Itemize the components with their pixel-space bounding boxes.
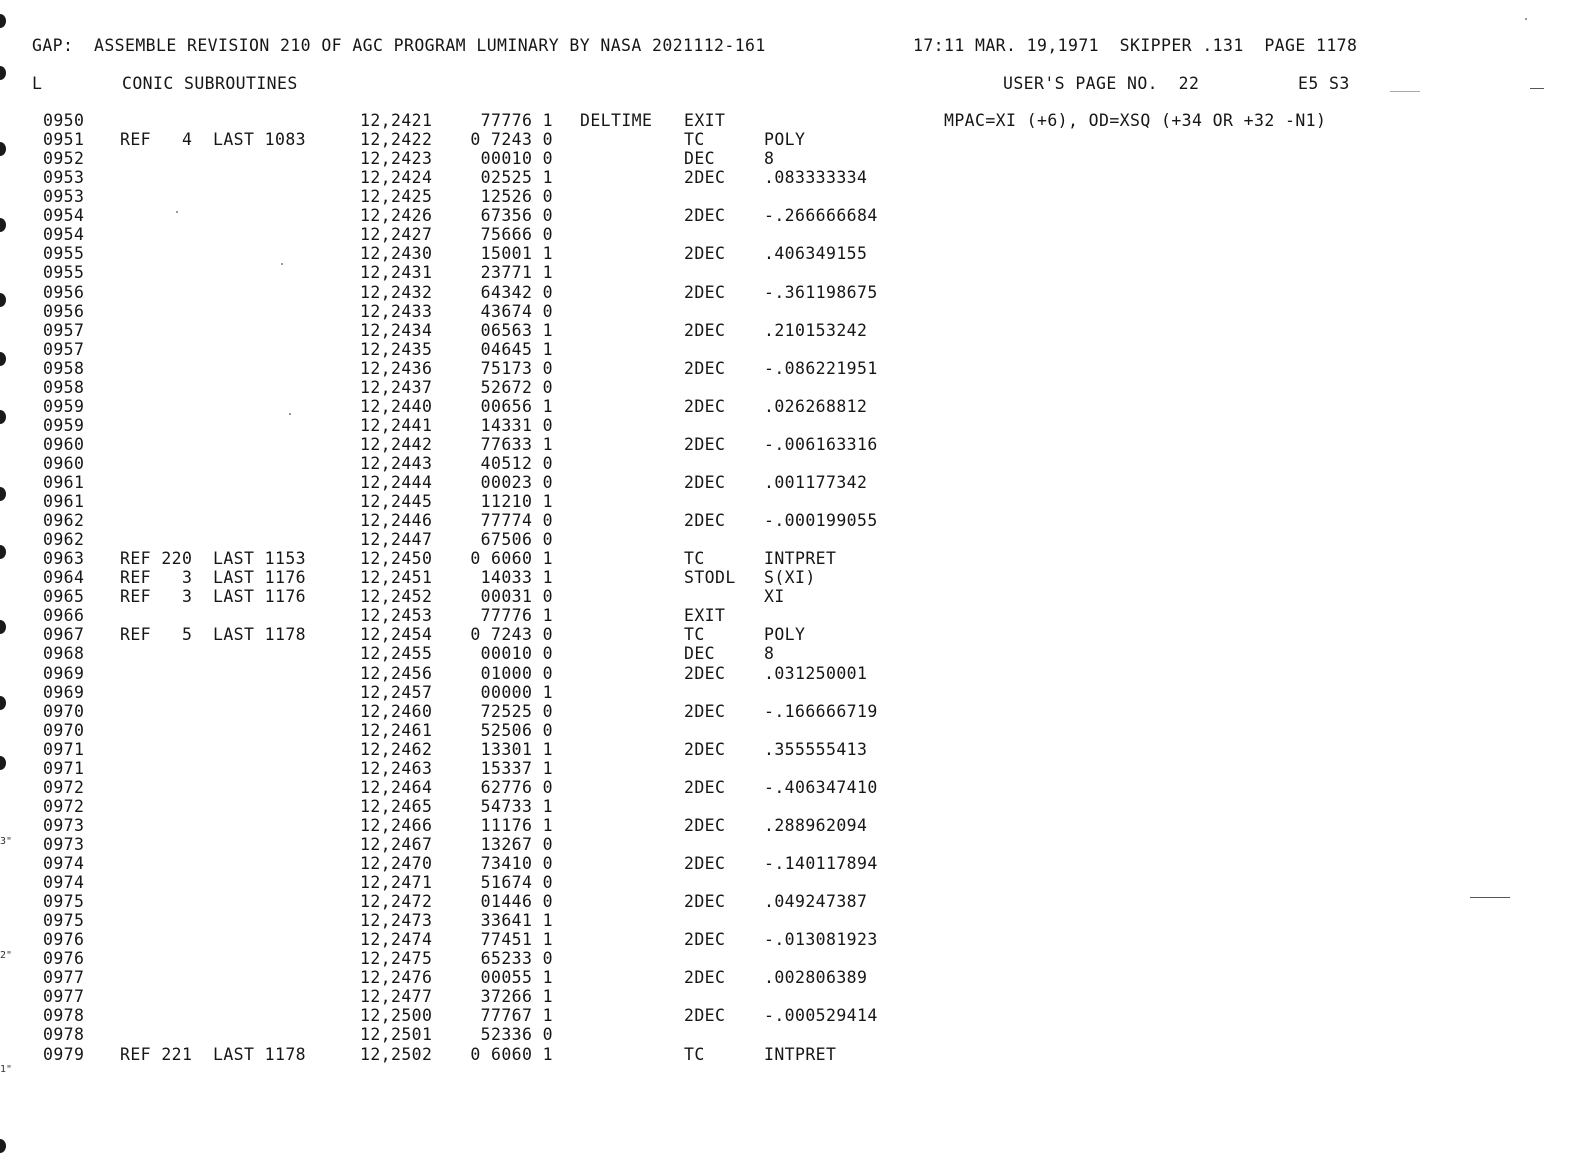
operand: -.406347410 bbox=[764, 777, 878, 797]
address: 12,2427 bbox=[360, 225, 433, 245]
line-number: 0960 bbox=[43, 434, 85, 454]
address: 12,2444 bbox=[360, 472, 433, 492]
scan-artifact bbox=[289, 413, 291, 415]
address: 12,2500 bbox=[360, 1006, 433, 1026]
line-number: 0974 bbox=[43, 873, 85, 892]
opcode: 2DEC bbox=[684, 854, 726, 873]
operand: -.140117894 bbox=[764, 854, 878, 873]
line-number: 0975 bbox=[43, 911, 85, 931]
octal-word: 00000 1 bbox=[480, 682, 553, 702]
octal-word: 15337 1 bbox=[480, 758, 553, 778]
octal-word: 11176 1 bbox=[480, 815, 553, 835]
octal-word: 43674 0 bbox=[480, 301, 553, 321]
address: 12,2451 bbox=[360, 568, 433, 588]
line-number: 0974 bbox=[43, 854, 85, 873]
binder-hole-icon bbox=[0, 545, 6, 559]
octal-word: 00656 1 bbox=[480, 396, 553, 416]
operand: -.013081923 bbox=[764, 930, 878, 950]
line-number: 0953 bbox=[43, 168, 85, 188]
octal-word: 64342 0 bbox=[480, 282, 553, 302]
address: 12,2455 bbox=[360, 644, 433, 664]
operand: .002806389 bbox=[764, 968, 868, 988]
line-number: 0957 bbox=[43, 339, 85, 359]
margin-mark: 1" bbox=[0, 1064, 13, 1075]
address: 12,2454 bbox=[360, 625, 433, 645]
opcode: DEC bbox=[684, 149, 716, 169]
opcode: 2DEC bbox=[684, 777, 726, 797]
line-number: 0966 bbox=[43, 606, 85, 626]
scan-artifact bbox=[1530, 88, 1544, 89]
line-number: 0965 bbox=[43, 587, 85, 607]
address: 12,2457 bbox=[360, 682, 433, 702]
line-number: 0958 bbox=[43, 377, 85, 397]
octal-word: 06563 1 bbox=[480, 320, 553, 340]
address: 12,2437 bbox=[360, 377, 433, 397]
address: 12,2472 bbox=[360, 892, 433, 912]
binder-hole-icon bbox=[0, 620, 6, 634]
binder-hole-icon bbox=[0, 756, 6, 770]
line-number: 0976 bbox=[43, 949, 85, 969]
operand: -.086221951 bbox=[764, 358, 878, 378]
binder-hole-icon bbox=[0, 66, 6, 80]
address: 12,2423 bbox=[360, 149, 433, 169]
address: 12,2456 bbox=[360, 663, 433, 683]
opcode: TC bbox=[684, 625, 705, 645]
address: 12,2467 bbox=[360, 834, 433, 854]
address: 12,2442 bbox=[360, 434, 433, 454]
operand: POLY bbox=[764, 130, 806, 150]
opcode: EXIT bbox=[684, 606, 726, 626]
binder-hole-icon bbox=[0, 1139, 6, 1153]
opcode: STODL bbox=[684, 568, 736, 588]
octal-word: 37266 1 bbox=[480, 987, 553, 1007]
address: 12,2462 bbox=[360, 739, 433, 759]
octal-word: 77776 1 bbox=[480, 111, 553, 130]
octal-word: 00023 0 bbox=[480, 472, 553, 492]
line-number: 0951 bbox=[43, 130, 85, 150]
ref-info: REF 4 LAST 1083 bbox=[120, 130, 307, 150]
listing-comment: MPAC=XI (+6), OD=XSQ (+34 OR +32 -N1) bbox=[944, 111, 1327, 130]
line-number: 0967 bbox=[43, 625, 85, 645]
operand: -.266666684 bbox=[764, 206, 878, 226]
line-number: 0973 bbox=[43, 815, 85, 835]
line-number: 0970 bbox=[43, 701, 85, 721]
octal-word: 15001 1 bbox=[480, 244, 553, 264]
margin-mark: 3" bbox=[0, 836, 13, 847]
address: 12,2433 bbox=[360, 301, 433, 321]
operand: .049247387 bbox=[764, 892, 868, 912]
octal-word: 11210 1 bbox=[480, 492, 553, 511]
operand: -.000199055 bbox=[764, 511, 878, 531]
line-number: 0971 bbox=[43, 739, 85, 759]
operand: .210153242 bbox=[764, 320, 868, 340]
octal-word: 02525 1 bbox=[480, 168, 553, 188]
line-number: 0979 bbox=[43, 1044, 85, 1064]
address: 12,2431 bbox=[360, 263, 433, 283]
opcode: 2DEC bbox=[684, 968, 726, 988]
octal-word: 67356 0 bbox=[480, 206, 553, 226]
line-number: 0956 bbox=[43, 282, 85, 302]
line-number: 0973 bbox=[43, 834, 85, 854]
line-number: 0958 bbox=[43, 358, 85, 378]
line-number: 0955 bbox=[43, 244, 85, 264]
line-number: 0972 bbox=[43, 796, 85, 816]
octal-word: 0 6060 1 bbox=[470, 1044, 553, 1064]
operand: -.000529414 bbox=[764, 1006, 878, 1026]
address: 12,2440 bbox=[360, 396, 433, 416]
octal-word: 14331 0 bbox=[480, 415, 553, 435]
address: 12,2473 bbox=[360, 911, 433, 931]
octal-word: 51674 0 bbox=[480, 873, 553, 892]
opcode: 2DEC bbox=[684, 701, 726, 721]
scan-artifact bbox=[281, 263, 283, 265]
operand: -.166666719 bbox=[764, 701, 878, 721]
line-number: 0962 bbox=[43, 530, 85, 550]
operand: -.006163316 bbox=[764, 434, 878, 454]
octal-word: 13301 1 bbox=[480, 739, 553, 759]
opcode: DEC bbox=[684, 644, 716, 664]
line-number: 0950 bbox=[43, 111, 85, 130]
header-timestamp: 17:11 MAR. 19,1971 SKIPPER .131 PAGE 1178 bbox=[913, 36, 1358, 55]
operand: INTPRET bbox=[764, 1044, 837, 1064]
line-number: 0954 bbox=[43, 225, 85, 245]
operand: .026268812 bbox=[764, 396, 868, 416]
ref-info: REF 221 LAST 1178 bbox=[120, 1044, 307, 1064]
opcode: 2DEC bbox=[684, 1006, 726, 1026]
binder-hole-icon bbox=[0, 14, 6, 28]
line-number: 0978 bbox=[43, 1006, 85, 1026]
address: 12,2501 bbox=[360, 1025, 433, 1045]
octal-word: 00055 1 bbox=[480, 968, 553, 988]
octal-word: 12526 0 bbox=[480, 187, 553, 207]
line-number: 0977 bbox=[43, 987, 85, 1007]
opcode: 2DEC bbox=[684, 472, 726, 492]
operand: .001177342 bbox=[764, 472, 868, 492]
line-number: 0954 bbox=[43, 206, 85, 226]
address: 12,2470 bbox=[360, 854, 433, 873]
ref-info: REF 5 LAST 1178 bbox=[120, 625, 307, 645]
opcode: 2DEC bbox=[684, 434, 726, 454]
octal-word: 54733 1 bbox=[480, 796, 553, 816]
address: 12,2474 bbox=[360, 930, 433, 950]
opcode: 2DEC bbox=[684, 739, 726, 759]
scan-artifact bbox=[1390, 91, 1420, 92]
address: 12,2426 bbox=[360, 206, 433, 226]
line-number: 0970 bbox=[43, 720, 85, 740]
address: 12,2450 bbox=[360, 549, 433, 569]
octal-word: 00031 0 bbox=[480, 587, 553, 607]
line-number: 0977 bbox=[43, 968, 85, 988]
octal-word: 0 7243 0 bbox=[470, 625, 553, 645]
octal-word: 14033 1 bbox=[480, 568, 553, 588]
octal-word: 23771 1 bbox=[480, 263, 553, 283]
operand: S(XI) bbox=[764, 568, 816, 588]
address: 12,2445 bbox=[360, 492, 433, 511]
binder-hole-icon bbox=[0, 218, 6, 232]
octal-word: 01446 0 bbox=[480, 892, 553, 912]
address: 12,2424 bbox=[360, 168, 433, 188]
line-number: 0955 bbox=[43, 263, 85, 283]
octal-word: 52506 0 bbox=[480, 720, 553, 740]
address: 12,2475 bbox=[360, 949, 433, 969]
line-number: 0975 bbox=[43, 892, 85, 912]
binder-hole-icon bbox=[0, 293, 6, 307]
operand: .288962094 bbox=[764, 815, 868, 835]
address: 12,2461 bbox=[360, 720, 433, 740]
opcode: 2DEC bbox=[684, 930, 726, 950]
octal-word: 04645 1 bbox=[480, 339, 553, 359]
line-number: 0976 bbox=[43, 930, 85, 950]
line-number: 0968 bbox=[43, 644, 85, 664]
operand: .083333334 bbox=[764, 168, 868, 188]
ref-info: REF 3 LAST 1176 bbox=[120, 568, 307, 588]
opcode: 2DEC bbox=[684, 892, 726, 912]
address: 12,2436 bbox=[360, 358, 433, 378]
address: 12,2446 bbox=[360, 511, 433, 531]
opcode: 2DEC bbox=[684, 663, 726, 683]
address: 12,2466 bbox=[360, 815, 433, 835]
address: 12,2434 bbox=[360, 320, 433, 340]
binder-hole-icon bbox=[0, 142, 6, 156]
opcode: 2DEC bbox=[684, 206, 726, 226]
line-number: 0952 bbox=[43, 149, 85, 169]
line-number: 0964 bbox=[43, 568, 85, 588]
operand: .406349155 bbox=[764, 244, 868, 264]
octal-word: 77451 1 bbox=[480, 930, 553, 950]
octal-word: 0 6060 1 bbox=[470, 549, 553, 569]
operand: POLY bbox=[764, 625, 806, 645]
octal-word: 0 7243 0 bbox=[470, 130, 553, 150]
opcode: 2DEC bbox=[684, 511, 726, 531]
program-type-code: L bbox=[32, 74, 43, 93]
opcode: 2DEC bbox=[684, 282, 726, 302]
line-number: 0978 bbox=[43, 1025, 85, 1045]
octal-word: 52336 0 bbox=[480, 1025, 553, 1045]
address: 12,2430 bbox=[360, 244, 433, 264]
line-number: 0972 bbox=[43, 777, 85, 797]
octal-word: 40512 0 bbox=[480, 453, 553, 473]
opcode: 2DEC bbox=[684, 244, 726, 264]
octal-word: 77633 1 bbox=[480, 434, 553, 454]
octal-word: 72525 0 bbox=[480, 701, 553, 721]
address: 12,2425 bbox=[360, 187, 433, 207]
opcode: 2DEC bbox=[684, 815, 726, 835]
operand: 8 bbox=[764, 149, 775, 169]
line-number: 0969 bbox=[43, 682, 85, 702]
address: 12,2463 bbox=[360, 758, 433, 778]
address: 12,2464 bbox=[360, 777, 433, 797]
user-page-number: USER'S PAGE NO. 22 bbox=[1003, 74, 1200, 93]
line-number: 0963 bbox=[43, 549, 85, 569]
line-number: 0971 bbox=[43, 758, 85, 778]
line-number: 0956 bbox=[43, 301, 85, 321]
header-title: GAP: ASSEMBLE REVISION 210 OF AGC PROGRAM LUMINARY BY NASA 2021112-161 bbox=[32, 36, 766, 55]
address: 12,2460 bbox=[360, 701, 433, 721]
octal-word: 33641 1 bbox=[480, 911, 553, 931]
margin-mark: 2" bbox=[0, 950, 13, 961]
opcode: 2DEC bbox=[684, 320, 726, 340]
octal-word: 75666 0 bbox=[480, 225, 553, 245]
address: 12,2422 bbox=[360, 130, 433, 150]
operand: XI bbox=[764, 587, 785, 607]
line-number: 0969 bbox=[43, 663, 85, 683]
address: 12,2453 bbox=[360, 606, 433, 626]
binder-hole-icon bbox=[0, 410, 6, 424]
octal-word: 65233 0 bbox=[480, 949, 553, 969]
line-number: 0959 bbox=[43, 396, 85, 416]
line-number: 0957 bbox=[43, 320, 85, 340]
line-number: 0953 bbox=[43, 187, 85, 207]
opcode: TC bbox=[684, 1044, 705, 1064]
octal-word: 13267 0 bbox=[480, 834, 553, 854]
address: 12,2432 bbox=[360, 282, 433, 302]
line-number: 0962 bbox=[43, 511, 85, 531]
line-number: 0961 bbox=[43, 472, 85, 492]
page-code: E5 S3 bbox=[1298, 74, 1350, 93]
address: 12,2441 bbox=[360, 415, 433, 435]
opcode: TC bbox=[684, 130, 705, 150]
scan-artifact bbox=[1470, 897, 1510, 898]
line-number: 0959 bbox=[43, 415, 85, 435]
octal-word: 75173 0 bbox=[480, 358, 553, 378]
line-number: 0960 bbox=[43, 453, 85, 473]
label: DELTIME bbox=[580, 111, 653, 130]
ref-info: REF 3 LAST 1176 bbox=[120, 587, 307, 607]
opcode: TC bbox=[684, 549, 705, 569]
scan-artifact bbox=[1525, 18, 1527, 20]
address: 12,2477 bbox=[360, 987, 433, 1007]
opcode: 2DEC bbox=[684, 396, 726, 416]
address: 12,2502 bbox=[360, 1044, 433, 1064]
octal-word: 00010 0 bbox=[480, 644, 553, 664]
opcode: 2DEC bbox=[684, 168, 726, 188]
opcode: 2DEC bbox=[684, 358, 726, 378]
scan-artifact bbox=[176, 211, 178, 213]
address: 12,2447 bbox=[360, 530, 433, 550]
operand: -.361198675 bbox=[764, 282, 878, 302]
address: 12,2471 bbox=[360, 873, 433, 892]
octal-word: 01000 0 bbox=[480, 663, 553, 683]
octal-word: 77776 1 bbox=[480, 606, 553, 626]
line-number: 0961 bbox=[43, 492, 85, 511]
section-title: CONIC SUBROUTINES bbox=[122, 74, 298, 93]
octal-word: 77767 1 bbox=[480, 1006, 553, 1026]
opcode: EXIT bbox=[684, 111, 726, 130]
operand: .031250001 bbox=[764, 663, 868, 683]
operand: .355555413 bbox=[764, 739, 868, 759]
octal-word: 62776 0 bbox=[480, 777, 553, 797]
ref-info: REF 220 LAST 1153 bbox=[120, 549, 307, 569]
address: 12,2465 bbox=[360, 796, 433, 816]
address: 12,2452 bbox=[360, 587, 433, 607]
address: 12,2421 bbox=[360, 111, 433, 130]
octal-word: 67506 0 bbox=[480, 530, 553, 550]
operand: INTPRET bbox=[764, 549, 837, 569]
binder-hole-icon bbox=[0, 352, 6, 366]
address: 12,2476 bbox=[360, 968, 433, 988]
octal-word: 00010 0 bbox=[480, 149, 553, 169]
operand: 8 bbox=[764, 644, 775, 664]
octal-word: 73410 0 bbox=[480, 854, 553, 873]
address: 12,2443 bbox=[360, 453, 433, 473]
binder-hole-icon bbox=[0, 696, 6, 710]
address: 12,2435 bbox=[360, 339, 433, 359]
octal-word: 77774 0 bbox=[480, 511, 553, 531]
octal-word: 52672 0 bbox=[480, 377, 553, 397]
binder-hole-icon bbox=[0, 487, 6, 501]
